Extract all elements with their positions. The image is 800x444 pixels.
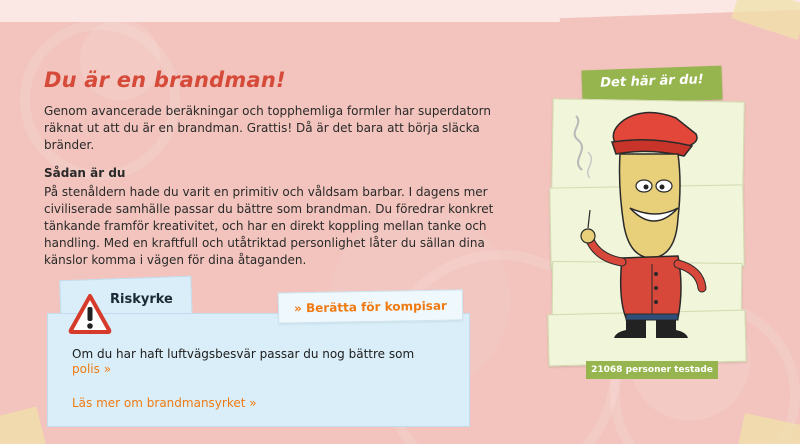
alternative-job-link[interactable]: polis » [72, 362, 112, 376]
firefighter-illustration [560, 108, 740, 343]
tape-decoration [0, 407, 46, 444]
warning-triangle-icon [68, 293, 112, 335]
share-with-friends-button[interactable]: » Berätta för kompisar [278, 289, 464, 323]
traits-heading: Sådan är du [44, 166, 126, 180]
risk-text: Om du har haft luftvägsbesvär passar du nog bättre som [72, 347, 415, 361]
read-more-link[interactable]: Läs mer om brandmansyrket » [72, 396, 257, 410]
result-intro: Genom avancerade beräkningar och topphemliga formler har superdatorn räknat ut att du är en brandman. Grattis! Då är det bara att börja släcka bränder. [44, 104, 491, 152]
participants-count: 21068 personer testade [586, 361, 718, 379]
result-title: Du är en brandman! [44, 68, 286, 92]
tape-decoration [731, 0, 800, 40]
background-swirl [20, 20, 180, 180]
risk-title: Riskyrke [110, 292, 173, 307]
traits-description: På stenåldern hade du varit en primitiv och våldsam barbar. I dagens mer civiliserade samhälle passar du bättre som brandman. Du föredrar konkret tänkande framför kreativitet, och har en direkt koppling mellan tanke och handling. Med en kraftfull och utåtriktad personlighet låter du sällan dina känslor komma i vägen för dina åtaganden. [44, 185, 494, 267]
profile-tab-label: Det här är du! [600, 72, 704, 91]
